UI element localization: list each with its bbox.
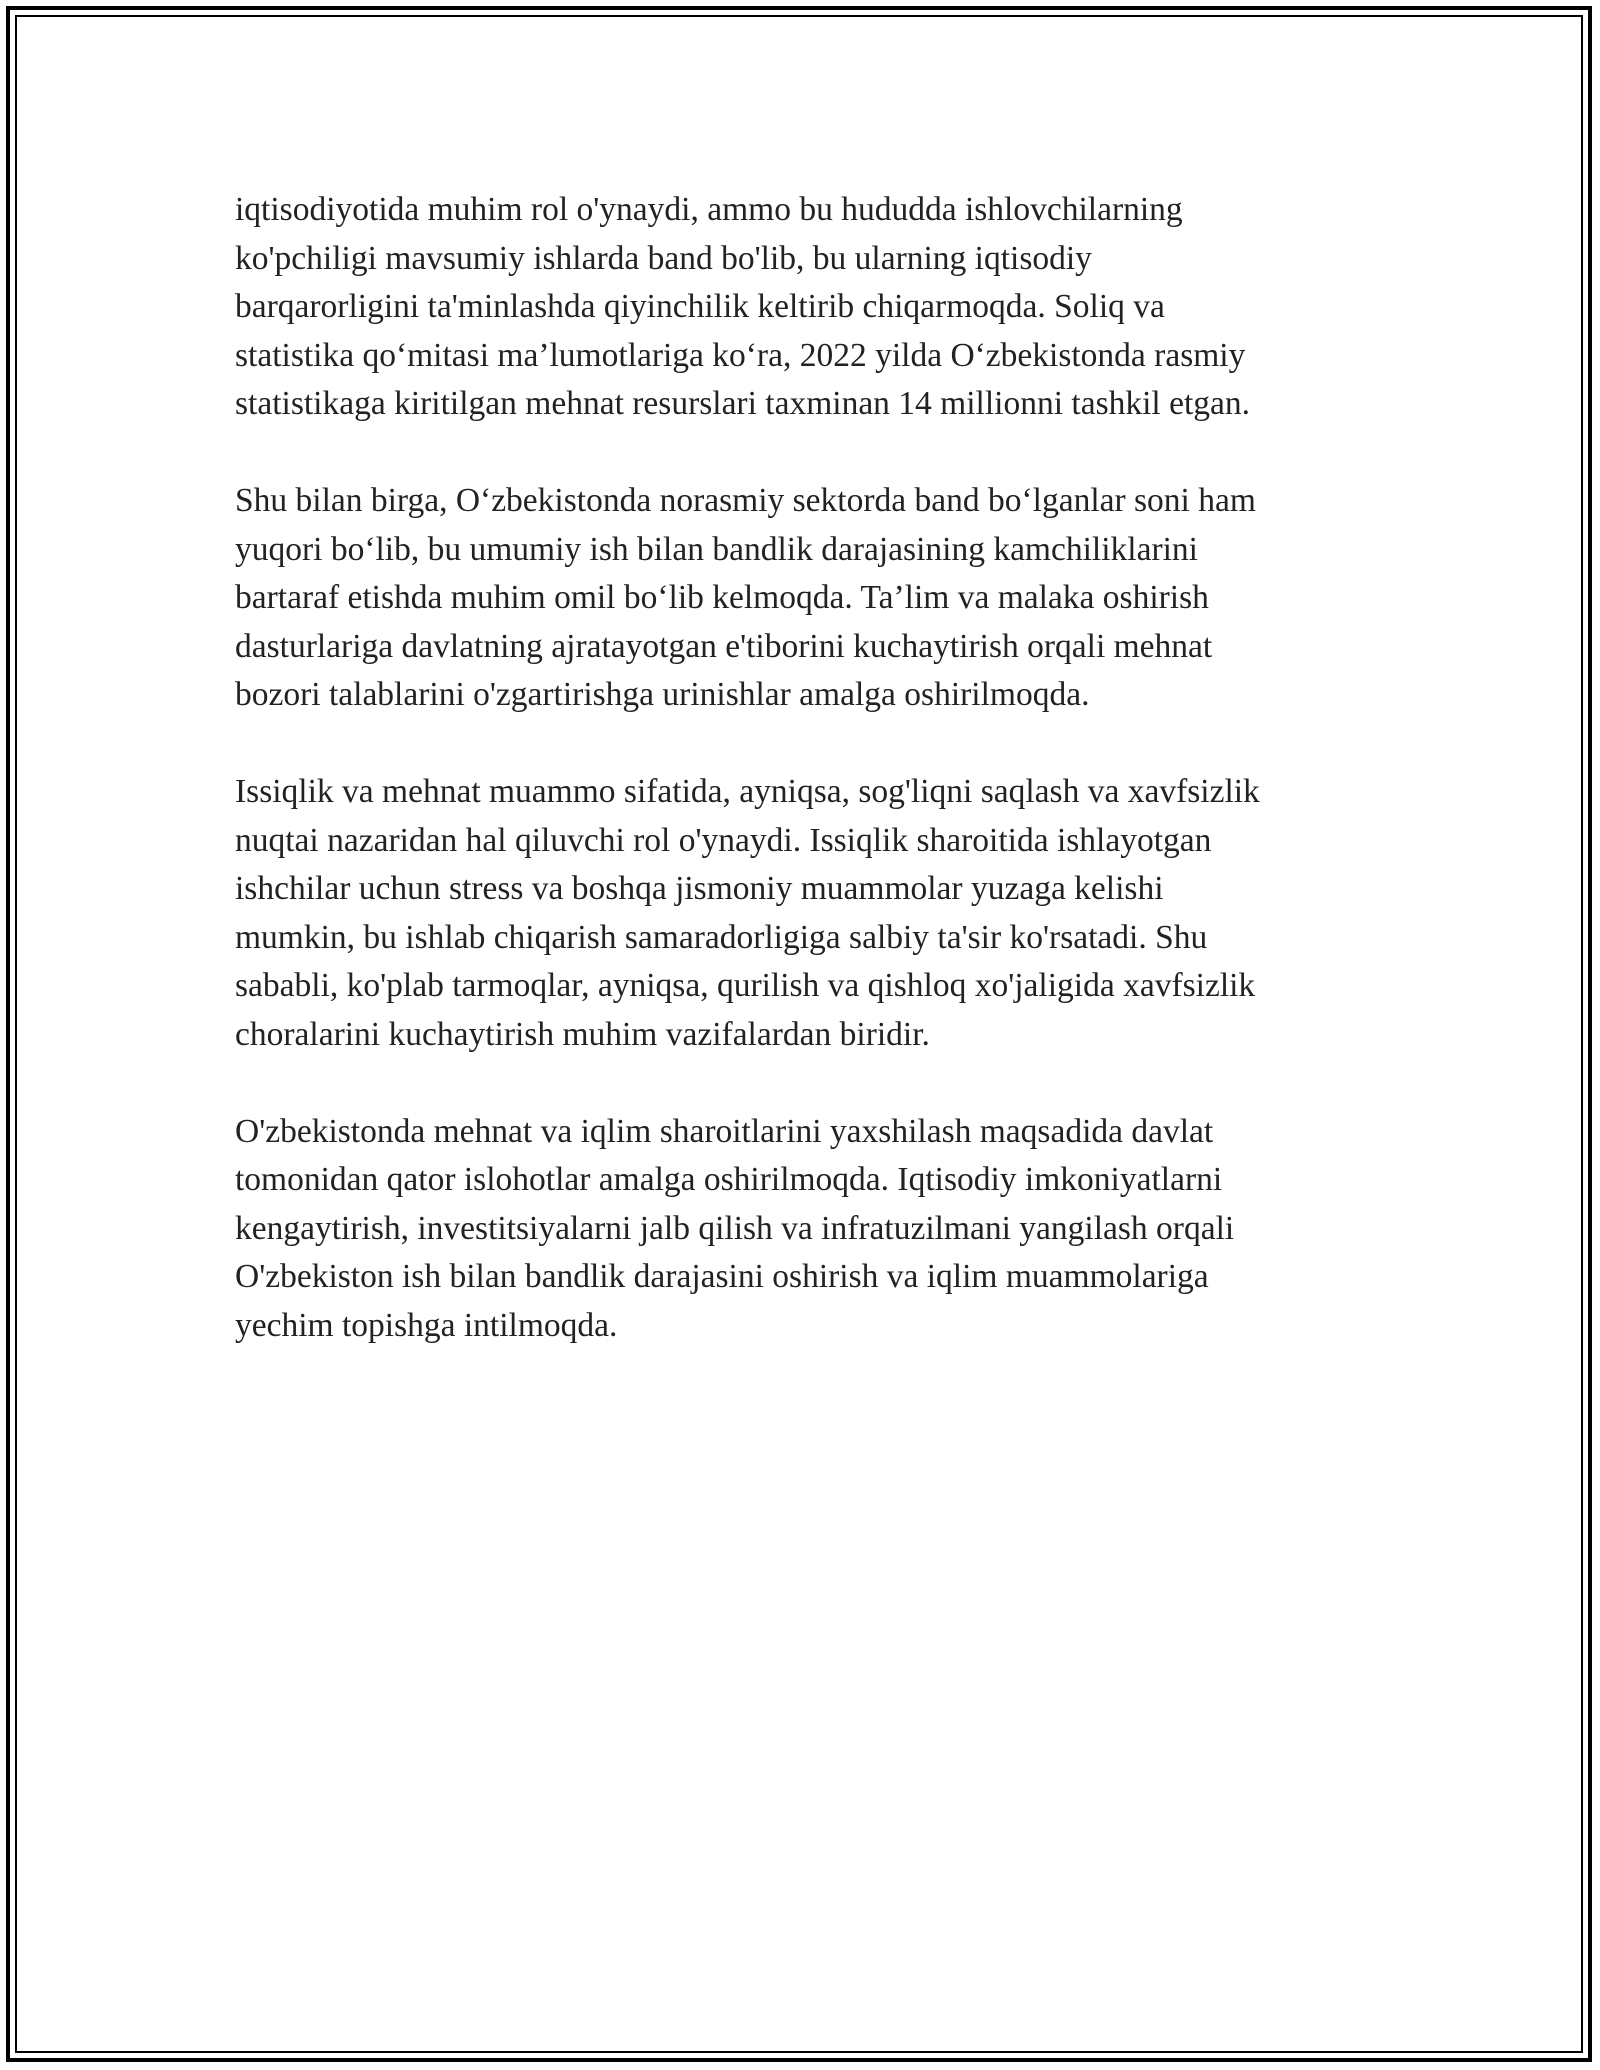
text-line: yuqori bo‘lib, bu umumiy ish bilan bandlik darajasining kamchiliklarini <box>235 530 1198 568</box>
text-line: ko'pchiligi mavsumiy ishlarda band bo'lib, bu ularning iqtisodiy <box>235 239 1092 277</box>
text-line: tomonidan qator islohotlar amalga oshirilmoqda. Iqtisodiy imkoniyatlarni <box>235 1161 1223 1198</box>
text-line: iqtisodiyotida muhim rol o'ynaydi, ammo bu hududda ishlovchilarning <box>235 191 1183 228</box>
text-line: sababli, ko'plab tarmoqlar, ayniqsa, qurilish va qishloq xo'jaligida xavfsizlik <box>235 967 1256 1004</box>
text-line: statistikaga kiritilgan mehnat resurslari taxminan 14 millionni tashkil etgan. <box>235 385 1251 422</box>
text-line: kengaytirish, investitsiyalarni jalb qilish va infratuzilmani yangilash orqali <box>235 1209 1235 1247</box>
text-line: barqarorligini ta'minlashda qiyinchilik keltirib chiqarmoqda. Soliq va <box>235 288 1165 325</box>
paragraph-4 <box>235 1108 1385 1351</box>
text-line: nuqtai nazaridan hal qiluvchi rol o'ynaydi. Issiqlik sharoitida ishlayotgan <box>235 821 1212 859</box>
text-line: O'zbekiston ish bilan bandlik darajasini oshirish va iqlim muammolariga <box>235 1258 1209 1295</box>
text-line: statistika qo‘mitasi ma’lumotlariga ko‘ra, 2022 yilda O‘zbekistonda rasmiy <box>235 336 1246 374</box>
text-line: bozori talablarini o'zgartirishga urinishlar amalga oshirilmoqda. <box>235 676 1090 713</box>
document-body <box>235 186 1385 1399</box>
text-line: mumkin, bu ishlab chiqarish samaradorligiga salbiy ta'sir ko'rsatadi. Shu <box>235 918 1208 956</box>
text-line: yechim topishga intilmoqda. <box>235 1306 618 1344</box>
text-line: O'zbekistonda mehnat va iqlim sharoitlarini yaxshilash maqsadida davlat <box>235 1112 1214 1150</box>
paragraph-3 <box>235 768 1385 1059</box>
text-line: Issiqlik va mehnat muammo sifatida, ayniqsa, sog'liqni saqlash va xavfsizlik <box>235 773 1260 810</box>
text-line: dasturlariga davlatning ajratayotgan e'tiborini kuchaytirish orqali mehnat <box>235 627 1213 665</box>
text-line: Shu bilan birga, O‘zbekistonda norasmiy sektorda band bo‘lganlar soni ham <box>235 482 1256 519</box>
text-line: choralarini kuchaytirish muhim vazifalardan biridir. <box>235 1015 930 1053</box>
text-line: bartaraf etishda muhim omil bo‘lib kelmoqda. Ta’lim va malaka oshirish <box>235 579 1209 616</box>
text-line: ishchilar uchun stress va boshqa jismoniy muammolar yuzaga kelishi <box>235 870 1164 907</box>
paragraph-2 <box>235 477 1385 720</box>
paragraph-1 <box>235 186 1385 429</box>
